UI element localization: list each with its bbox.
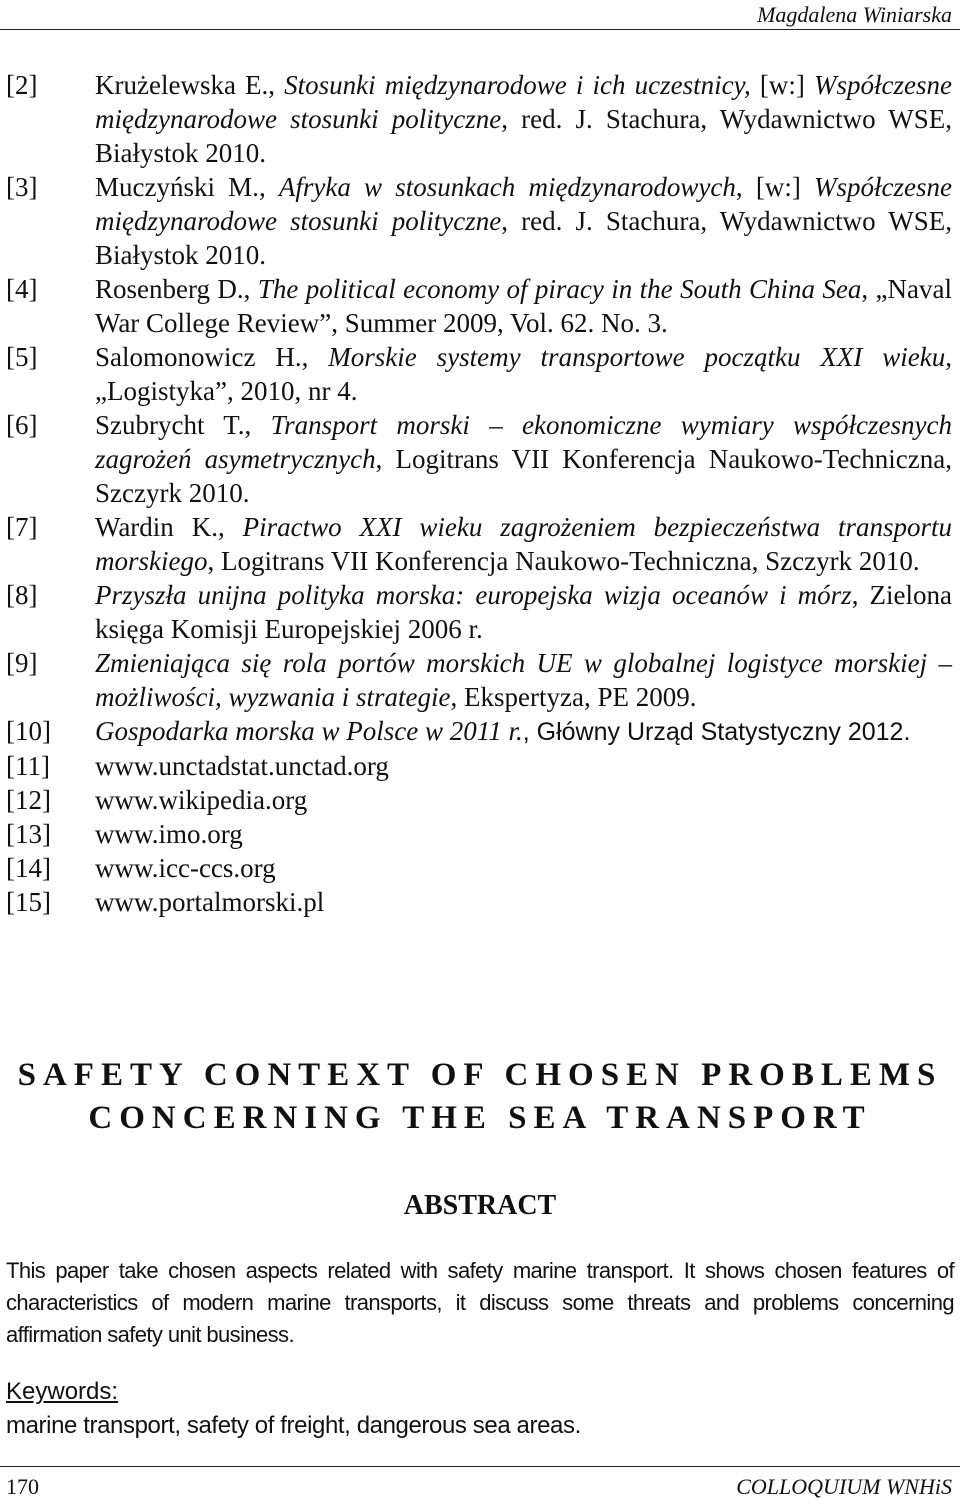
reference-number: [4] bbox=[6, 274, 38, 304]
reference-details: , red. J. Stachura, Wydawnictwo WSE, Białystok 2010. bbox=[95, 104, 952, 168]
reference-url: www.unctadstat.unctad.org bbox=[95, 751, 389, 781]
article-title-line-1: SAFETY CONTEXT OF CHOSEN PROBLEMS bbox=[17, 1057, 943, 1093]
reference-details: , Ekspertyza, PE 2009. bbox=[450, 682, 697, 712]
reference-number: [14] bbox=[6, 853, 51, 883]
reference-item bbox=[0, 408, 960, 510]
reference-author: Wardin K., bbox=[95, 512, 243, 542]
reference-details: , Logitrans VII Konferencja Naukowo-Techniczna, Szczyrk 2010. bbox=[95, 444, 953, 508]
reference-item bbox=[0, 817, 960, 851]
reference-details: , Zielona księga Komisji Europejskiej 2006 r. bbox=[95, 580, 952, 644]
reference-number: [10] bbox=[6, 716, 51, 746]
reference-author: Muczyński M., bbox=[95, 172, 279, 202]
reference-item bbox=[0, 272, 960, 340]
reference-number: [2] bbox=[6, 70, 38, 100]
keywords-text: marine transport, safety of freight, dangerous sea areas. bbox=[6, 1412, 581, 1439]
reference-number: [7] bbox=[6, 512, 38, 542]
reference-number: [3] bbox=[6, 172, 38, 202]
reference-number: [13] bbox=[6, 819, 51, 849]
page-header bbox=[0, 0, 960, 30]
reference-details: , Główny Urząd Statystyczny 2012. bbox=[522, 718, 911, 746]
running-head-author: Magdalena Winiarska bbox=[757, 2, 952, 27]
reference-title: Przyszła unijna polityka morska: europejska wizja oceanów i mórz bbox=[95, 580, 852, 610]
reference-url: www.wikipedia.org bbox=[95, 785, 308, 815]
reference-item bbox=[0, 646, 960, 714]
reference-number: [11] bbox=[6, 751, 50, 781]
reference-item bbox=[0, 714, 960, 749]
reference-details: [w:] bbox=[750, 70, 815, 100]
abstract-text: This paper take chosen aspects related with safety marine transport. It shows chosen features of characteristics of modern marine transports, it discuss some threats and problems concerning affirmation safety unit business. bbox=[6, 1258, 954, 1347]
reference-number: [9] bbox=[6, 648, 38, 678]
reference-author: Szubrycht T., bbox=[95, 410, 271, 440]
reference-list bbox=[0, 68, 960, 919]
reference-title: Transport morski – ekonomiczne wymiary współczesnych zagrożeń asymetrycznych bbox=[95, 410, 952, 474]
reference-number: [6] bbox=[6, 410, 38, 440]
reference-url: www.portalmorski.pl bbox=[95, 887, 325, 917]
reference-item bbox=[0, 749, 960, 783]
reference-details: , red. J. Stachura, Wydawnictwo WSE, Białystok 2010. bbox=[95, 206, 952, 270]
reference-title: Stosunki międzynarodowe i ich uczestnicy, bbox=[284, 70, 751, 100]
footer-rule bbox=[0, 1466, 960, 1467]
reference-title: Morskie systemy transportowe początku XXI wieku bbox=[328, 342, 946, 372]
reference-title: Zmieniająca się rola portów morskich UE w globalnej logistyce morskiej – możliwości, wyzwania i strategie bbox=[95, 648, 952, 712]
reference-author: Salomonowicz H., bbox=[95, 342, 329, 372]
reference-item bbox=[0, 851, 960, 885]
article-title-line-2: CONCERNING THE SEA TRANSPORT bbox=[88, 1100, 872, 1136]
reference-details: , „Logistyka”, 2010, nr 4. bbox=[95, 342, 952, 406]
keywords-label: Keywords: bbox=[6, 1378, 119, 1405]
reference-item bbox=[0, 68, 960, 170]
reference-item bbox=[0, 510, 960, 578]
reference-author: Krużelewska E., bbox=[95, 70, 285, 100]
reference-details: , „Naval War College Review”, Summer 2009, Vol. 62. No. 3. bbox=[95, 274, 952, 338]
reference-item bbox=[0, 170, 960, 272]
reference-title: Piractwo XXI wieku zagrożeniem bezpieczeństwa transportu morskiego bbox=[95, 512, 953, 576]
reference-item bbox=[0, 578, 960, 646]
reference-number: [8] bbox=[6, 580, 38, 610]
reference-number: [15] bbox=[6, 887, 51, 917]
reference-title: The political economy of piracy in the South China Sea bbox=[257, 274, 862, 304]
abstract-heading: ABSTRACT bbox=[403, 1190, 557, 1221]
page-number: 170 bbox=[6, 1474, 39, 1499]
reference-title: Współczesne międzynarodowe stosunki polityczne bbox=[95, 172, 953, 236]
reference-author: Rosenberg D., bbox=[95, 274, 258, 304]
reference-url: www.icc-ccs.org bbox=[95, 853, 276, 883]
reference-number: [12] bbox=[6, 785, 51, 815]
reference-url: www.imo.org bbox=[95, 819, 243, 849]
reference-title: Afryka w stosunkach międzynarodowych bbox=[278, 172, 736, 202]
reference-item bbox=[0, 885, 960, 919]
reference-title: Współczesne międzynarodowe stosunki polityczne bbox=[95, 70, 952, 134]
reference-item bbox=[0, 783, 960, 817]
reference-item bbox=[0, 340, 960, 408]
reference-title: Gospodarka morska w Polsce w 2011 r. bbox=[95, 716, 523, 746]
reference-details: , Logitrans VII Konferencja Naukowo-Techniczna, Szczyrk 2010. bbox=[207, 546, 920, 576]
reference-number: [5] bbox=[6, 342, 38, 372]
reference-details: , [w:] bbox=[735, 172, 815, 202]
journal-name: COLLOQUIUM WNHiS bbox=[736, 1474, 952, 1499]
